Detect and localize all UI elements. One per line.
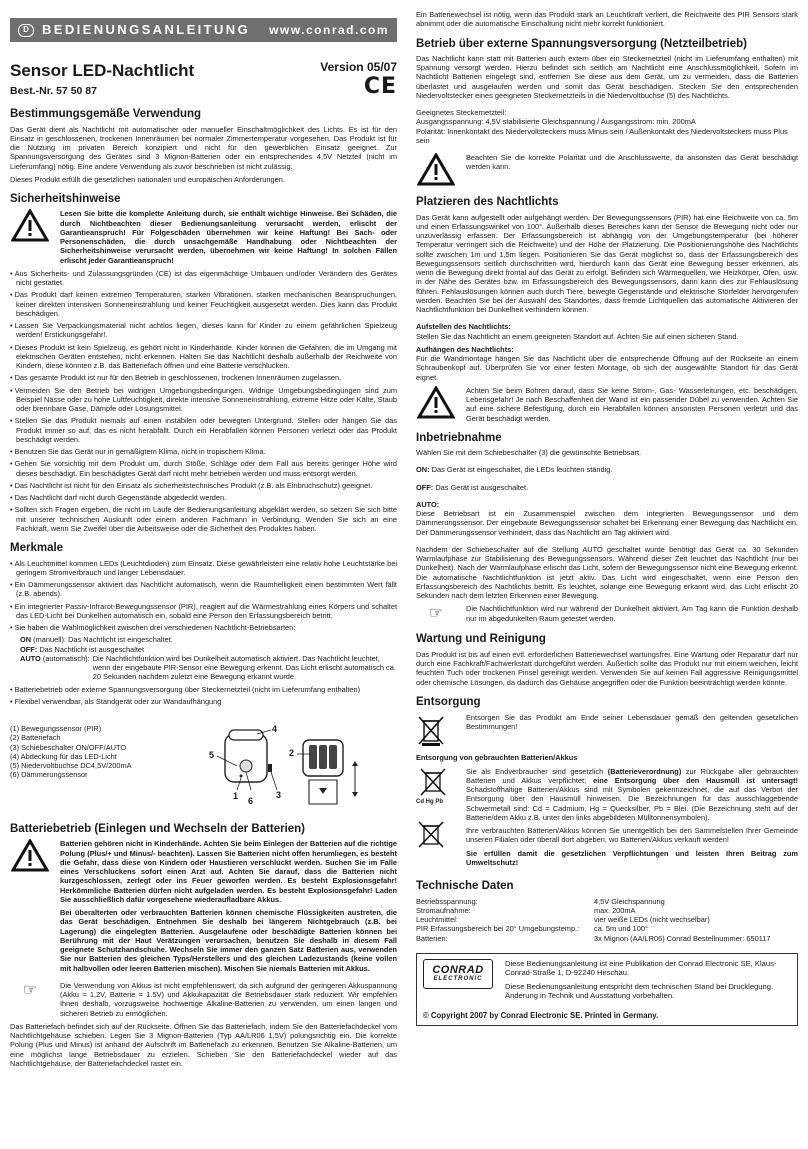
list-item: • Das Produkt darf keinen extremen Temperaturen, starken Vibrationen, starken mechanischen Beanspruchungen, keiner direkten intensiven Sonneneinstrahlung und keiner Feuchtigkeit ausgesetzt werden. Dies kann das Produkt beschädigen.	[10, 290, 397, 318]
stand-heading: Aufstellen des Nachtlichts:	[416, 322, 511, 332]
battery-warning-text: Batterien gehören nicht in Kinderhände. Achten Sie beim Einlegen der Batterien auf die richtige Polung (Plus/+ und Minus/- beachten). Lassen Sie Batterien nicht offen herumliegen, es besteht die Gefahr, dass diese von Kindern oder Haustieren verschluckt werden. Suchen Sie im Falle eines Verschluckens sofort einen Arzt auf. Achten Sie darauf, dass die Batterien nicht kurzgeschlossen, zerlegt oder ins Feuer geworfen werden. Es besteht Explosionsgefahr! Herkömmliche Batterien dürfen nicht aufgeladen werden. Es besteht Explosionsgefahr! Laden Sie ausschließlich dafür vorgesehene wiederaufladbare Akkus.	[60, 839, 397, 904]
heavy-metal-labels: Cd Hg Pb	[416, 798, 443, 805]
conrad-logo: CONRAD ELECTRONIC	[423, 959, 493, 989]
mode-row-auto: AUTO (automatisch): Die Nachtlichtfunktion wird bei Dunkelheit automatisch aktiviert. Das Nachtlicht leuchtet, wenn der eingebaute PIR-Sensor eine Bewegung erkennt. Das Licht erlischt automatisch ca. 20 Sekunden nachdem zuletzt eine Bewegung erkannt wurde.	[20, 653, 396, 682]
figure-label: 2	[289, 748, 295, 759]
battery-paragraph: Das Batteriefach befindet sich auf der Rückseite. Öffnen Sie das Batteriefach, indem Sie den Batteriefachdeckel vom Nachtlichtgehäuse schieben. Legen Sie 3 Mignon-Batterien (Typ AA/LR06 1,5V) polungsrichtig ein. Die korrekte Polung (Plus und Minus) ist anhand der Aufschrift im Batteriefach zu erkennen. Benutzen Sie Alkaline-Batterien, um eine möglichst lange Betriebsdauer zu erzielen. Schieben Sie den Batteriefachdeckel wieder auf das Nachtlichtgehäuse, der Batteriefachdeckel rastet ein.	[10, 1021, 397, 1068]
mode-off-line: OFF: Das Gerät ist ausgeschaltet.	[416, 482, 529, 492]
safety-warning	[10, 209, 397, 265]
safety-list	[10, 269, 397, 533]
features-list	[10, 559, 397, 633]
figure-label: 1	[233, 791, 239, 802]
use-paragraph-2: Dieses Produkt erfüllt die gesetzlichen nationalen und europäischen Anforderungen.	[10, 174, 285, 184]
list-item: • Stellen Sie das Produkt niemals auf einen instabilen oder bewegten Untergrund. Stellen oder hängen Sie das Produkt immer so auf, das es nicht herabfällt. Durch ein Herabfallen können Personen verletzt oder das Produkt beschädigt werden.	[10, 416, 397, 444]
version-label: Version 05/07	[320, 60, 397, 74]
list-item: • Das Nachtlicht ist nicht für den Einsatz als sicherheitstechnisches Produkt (z.B. als Einbruchschutz) geeignet.	[10, 481, 397, 490]
section-heading-maintenance: Wartung und Reinigung	[416, 633, 546, 646]
mode-row-off: OFF: Das Nachtlicht ist ausgeschaltet	[20, 644, 145, 654]
mode-list	[10, 635, 397, 681]
tech-data-table	[416, 897, 798, 943]
list-item: (5) Niedervoltbuchse DC4,5V/200mA	[10, 761, 132, 771]
list-item: (3) Schiebeschalter ON/OFF/AUTO	[10, 742, 127, 752]
list-item: • Benutzen Sie das Gerät nur in gemäßigtem Klima, nicht in tropischem Klima.	[10, 447, 397, 456]
figure-label: 5	[209, 750, 215, 761]
crossed-bin-icon	[416, 767, 450, 797]
section-heading-placement: Platzieren des Nachtlichts	[416, 196, 559, 209]
section-heading-use: Bestimmungsgemäße Verwendung	[10, 108, 202, 121]
header-title: BEDIENUNGSANLEITUNG	[42, 21, 251, 37]
section-heading-external-power: Betrieb über externe Spannungsversorgung (Netzteilbetrieb)	[416, 37, 748, 50]
publisher-footer	[416, 953, 798, 1027]
drilling-warning	[416, 386, 798, 423]
stand-paragraph: Stellen Sie das Nachtlicht an einem geeigneten Standort auf. Achten Sie auf einen sicheren Stand.	[416, 331, 739, 341]
battery-warning-text-2: Bei überalterten oder verbrauchten Batterien können chemische Flüssigkeiten austreten, die das Gerät beschädigen. Entnehmen Sie deshalb bei längerem Nichtgebrauch (z.B. bei Lagerung) die eingelegten Batterien. Ausgelaufene oder beschädigte Batterien können bei Berührung mit der Haut Verätzungen verursachen, benutzen Sie deshalb in diesem Fall geeignete Schutzhandschuhe. Wechseln Sie immer den ganzen Satz Batterien aus, verwenden Sie nur Batterien des gleichen Typs/Herstellers und des gleichen Ladezustands (keine vollen mit halbvollen oder leeren Batterien mischen). Mischen Sie niemals Batterien mit Akkus.	[60, 908, 397, 973]
list-item: • Batteriebetrieb oder externe Spannungsversorgung über Steckernetzteil (nicht im Lieferumfang enthalten)	[10, 685, 397, 694]
drilling-warning-text: Achten Sie beim Bohren darauf, dass Sie keine Strom-, Gas- Wasserleitungen, etc. beschädigen, Lebensgefahr! Je nach Beschaffenheit der Wand ist ein passender Dübel zu verwenden. Achten Sie auf eine sichere Befestigung, durch ein Herabfallen können ansonsten Personen verletzt und das Gerät beschädigt werden.	[466, 385, 798, 423]
battery-disposal-heading: Entsorgung von gebrauchten Batterien/Akkus	[416, 753, 578, 763]
section-heading-features: Merkmale	[10, 542, 64, 555]
auto-paragraph-2: Nachdem der Schiebeschalter auf die Stellung AUTO geschaltet wurde benötigt das Gerät ca. 30 Sekunden Warmlaufphase zur Stabilisierung des Bewegungssensors. Während dieser Zeit leuchtet das Nachtlicht (nur bei Dunkelheit). Nach der Warmlaufphase erlischt das Licht, sofern der Bewegungssensor nicht eine Bewegung erkennt. Die automatische Nachtlichtfunktion ist jetzt aktiv. Das Licht wird eingeschaltet, wenn eine Person den Erfassungsbereich des Nachtlichts betritt. Es leuchtet, solange eine Bewegung erkannt wird, das Licht erlischt 20 Sekunden nach dem letzten Erkennen einer Bewegung.	[416, 544, 798, 601]
parts-section	[10, 724, 397, 812]
features-list-2	[10, 685, 397, 707]
header-url: www.conrad.com	[269, 22, 389, 37]
parts-list	[10, 724, 185, 812]
table-row: Batterien: 3x Mignon (AA/LR06) Conrad Bestellnummer: 650117	[416, 933, 771, 943]
list-item: (4) Abdeckung für das LED-Licht	[10, 751, 117, 761]
list-item: • Sie haben die Wahlmöglichkeit zwischen drei verschiedenen Nachtlicht-Betriebsarten:	[10, 623, 397, 632]
battery-change-paragraph: Ein Batteriewechsel ist nötig, wenn das Produkt stark an Leuchtkraft verliert, die Reichweite des PIR Sensors stark abnimmt oder die automatische Einschaltung nicht mehr korrekt funktioniert.	[416, 10, 798, 29]
crossed-bin-icon	[416, 713, 456, 749]
auto-paragraph: Diese Betriebsart ist ein Zusammenspiel zwischen dem integrierten Bewegungssensor und dem Dämmerungssensor. Der eingebaute Bewegungssensor schaltet bei Erkennung einer Bewegung das Nachtlicht ein. Der Dämmerungssensor verhindert, dass das Nachtlicht am Tag aktiviert wird.	[416, 509, 798, 537]
section-heading-operation: Inbetriebnahme	[416, 431, 502, 444]
hang-heading: Aufhängen des Nachtlichts:	[416, 344, 514, 354]
list-item: • Gehen Sie vorsichtig mit dem Produkt um, durch Stöße, Schläge oder dem Fall aus bereits geringer Höhe wird dieses beschädigt. Ein beschädigtes Gerät darf nicht mehr betrieben werden und muss entsorgt werden.	[10, 459, 397, 478]
mode-auto-heading: AUTO:	[416, 499, 440, 509]
auto-note-text: Die Nachtlichtfunktion wird nur während der Dunkelheit aktiviert. Am Tag kann die Funktion deshalb nur im abgedunkelten Raum getestet werden.	[466, 604, 798, 623]
battery-disposal-paragraph: Sie als Endverbraucher sind gesetzlich (Batterieverordnung) zur Rückgabe aller gebrauchten Batterien und Akkus verpflichtet; eine Entsorgung über den Hausmüll ist untersagt! Schadstoffhaltige Batterien/Akkus sind mit Symbolen gekennzeichnet, die auf das Verbot der Entsorgung über den Hausmüll hinweisen. Die Bezeichnungen für das ausschlaggebende Schwermetall sind: Cd = Cadmium, Hg = Quecksilber, Pb = Blei. (Die Bezeichnung steht auf der Batterie/dem Akku z.B. unter den links abgebildeten Mülltonnensymbolen).	[466, 766, 798, 822]
figure-label: 4	[272, 724, 278, 735]
adapter-spec-line: Ausgangsspannung: 4,5V stabilisierte Gleichspannung / Ausgangsstrom: min. 200mA	[416, 117, 696, 127]
crossed-bin-icon	[416, 820, 446, 848]
list-item: • Dieses Produkt ist kein Spielzeug, es gehört nicht in Kinderhände. Kinder können die Gefahren, die im Umgang mit elektrischen Geräten entstehen, nicht erkennen. Halten Sie das Nachtlicht deshalb außerhalb der Reichweite von Kindern, diese könnten z.B. das Batteriefach öffnen und eine Batterie verschlucken.	[10, 343, 397, 371]
pointing-hand-icon: ☞	[428, 605, 444, 623]
warning-triangle-icon	[416, 386, 456, 420]
list-item: • Aus Sicherheits- und Zulassungsgründen (CE) ist das eigenmächtige Umbauen und/oder Verändern des Gerätes nicht gestattet.	[10, 269, 397, 288]
warning-triangle-icon	[10, 839, 50, 873]
use-paragraph: Das Gerät dient als Nachtlicht mit automatischer oder manueller Einschaltmöglichkeit des Lichts. Es ist für den Einsatz in geschlossenen, trockenen Innenräumen bei normaler Zimmertemperatur vorgesehen. Das Produkt ist für die Nutzung im privaten Bereich konzipiert und nicht für den gewerblichen Einsatz geeignet. Zur Spannungsversorgung des Gerätes sind 3 Mignon-Batterien oder ein entsprechendes 4,5V Netzteil (nicht im Lieferumfang) nötig. Eine andere Verwendung als zuvor beschrieben ist nicht zulässig.	[10, 124, 397, 171]
section-heading-battery: Batteriebetrieb (Einlegen und Wechseln der Batterien)	[10, 823, 306, 836]
pointing-hand-icon: ☞	[22, 981, 38, 999]
doc-title: Sensor LED-Nachtlicht	[10, 61, 195, 80]
section-heading-tech-data: Technische Daten	[416, 880, 514, 893]
mode-row-on: ON (manuell): Das Nachtlicht ist eingeschaltet.	[20, 635, 173, 645]
auto-note	[416, 604, 798, 624]
list-item: • Lassen Sie Verpackungsmaterial nicht achtlos liegen, dieses kann für Kinder zu einem gefährlichen Spielzeug werden! Erstickungsgefahr!.	[10, 321, 397, 340]
list-item: • Flexibel verwendbar, als Standgerät oder zur Wandaufhängung	[10, 697, 397, 706]
list-item: • Vermeiden Sie den Betrieb bei widrigen Umgebungsbedingungen. Widrige Umgebungsbedingungen sind zum Beispiel Nässe oder zu hohe Luftfeuchtigkeit, direkte intensive Sonneneinstrahlung, extreme Hitze oder Kälte, Staub oder brennbare Gase, Dämpfe oder Lösungsmittel.	[10, 386, 397, 414]
polarity-warning-text: Beachten Sie die korrekte Polarität und die Anschlusswerte, da ansonsten das Gerät beschädigt werden kann.	[466, 153, 798, 172]
disposal-block	[416, 713, 798, 749]
battery-warning	[10, 839, 397, 977]
battery-note	[10, 981, 397, 1018]
table-row: PIR Erfassungsbereich bei 20° Umgebungstemp.: ca. 5m und 100°	[416, 924, 648, 934]
left-column	[10, 0, 397, 1149]
language-badge: D	[18, 24, 34, 37]
header-bar	[10, 18, 397, 42]
battery-bin-icons	[416, 767, 456, 872]
list-item: (1) Bewegungssensor (PIR)	[10, 724, 102, 734]
battery-disposal-paragraph-2: Ihre verbrauchten Batterien/Akkus können Sie unentgeltlich bei den Sammelstellen Ihrer Gemeinde unseren Filialen oder überall dort abgeben, wo Batterien/Akkus verkauft werden!	[466, 826, 798, 845]
adapter-spec-heading: Geeignetes Steckernetzteil:	[416, 108, 507, 118]
hang-paragraph: Für die Wandmontage hängen Sie das Nachtlicht über die entsprechende Öffnung auf der Rückseite an einem Schraubenkopf auf. Überprüfen Sie vor einer festen Montage, ob sich der ausgewählte Standort für das Gerät eignet.	[416, 354, 798, 382]
battery-note-text: Die Verwendung von Akkus ist nicht empfehlenswert, da sich aufgrund der geringeren Akkuspannung (Akku = 1,2V, Batterie = 1.5V) und Akkukapazität die Betriebsdauer stark reduziert. Wir empfehlen Ihnen deshalb, vorzugsweise hochwertige Alkaline-Batterien zu verwenden, um einen langen und sicheren Betrieb zu ermöglichen.	[60, 980, 397, 1018]
figure-label: 6	[248, 796, 254, 807]
order-number: Best.-Nr. 57 50 87	[10, 85, 97, 98]
section-heading-safety: Sicherheitshinweise	[10, 193, 121, 206]
external-power-paragraph: Das Nachtlicht kann statt mit Batterien auch extern über ein Steckernetzteil (nicht im Lieferumfang enthalten) mit Spannung versorgt werden. Hierzu befindet sich seitlich am Nachtlicht eine Anschlussmöglichkeit. Sofern im Nachtlicht Batterien eingelegt sind, entfernen Sie diese aus dem Gerät, um zu vermeiden, dass die Batterien überlastet und ausgelaufen werden und somit das Gerät beschädigen. Stecken Sie den entsprechenden Niedervoltstecker eines geeigneten Steckernetzteils in die Niedervoltbuchse (5) des Nachtlichts.	[416, 53, 798, 100]
safety-warning-text: Lesen Sie bitte die komplette Anleitung durch, sie enthält wichtige Hinweise. Bei Schäden, die durch Nichtbeachten dieser Bedienungsanleitung verursacht werden, erlischt der Garantieanspruch! Für Folgeschäden übernehmen wir keine Haftung! Bei Sach- oder Personenschäden, die durch unsachgemäße Handhabung oder Nichtbeachten der Sicherheitshinweise verursacht werden, übernehmen wir keine Haftung! In solchen Fällen erlischt jeder Garantieanspruch!	[60, 209, 397, 265]
footer-disclaimer-text: Diese Bedienungsanleitung entspricht dem technischen Stand bei Drucklegung. Änderung in Technik und Ausstattung vorbehalten.	[505, 981, 774, 1001]
footer-publisher-text: Diese Bedienungsanleitung ist eine Publikation der Conrad Electronic SE, Klaus-Conrad-Straße 1, D-92240 Hirschau.	[505, 958, 777, 978]
operation-paragraph: Wählen Sie mit dem Schiebeschalter (3) die gewünschte Betriebsart.	[416, 448, 642, 458]
list-item: • Ein integrierter Passiv-Infrarot-Bewegungssensor (PIR), reagiert auf die Wärmestrahlung eines Körpers und schaltet das LED-Licht bei Dunkelheit automatisch ein, sobald eine Person den Erfassungsbereich betritt.	[10, 602, 397, 621]
table-row: Leuchtmittel: vier weiße LEDs (nicht wechselbar)	[416, 915, 710, 924]
list-item: (2) Batteriefach	[10, 733, 61, 743]
list-item: • Sollten sich Fragen ergeben, die nicht im Laufe der Bedienungsanleitung abgeklärt werden, so setzen Sie sich bitte mit unserer technischen Auskunft oder einem anderen Fachmann in Verbindung. Wenden Sie sich an eine Fachkraft, wenn Sie Zweifel über die Arbeitsweise oder die Sicherheit des Produktes haben.	[10, 505, 397, 533]
maintenance-paragraph: Das Produkt ist bis auf einen evtl. erforderlichen Batteriewechsel wartungsfrei. Eine Wartung oder Reparatur darf nur durch eine Fachkraft/Fachwerkstatt durchgeführt werden. Äußerlich sollte das Produkt nur mit einem weichen, leicht feuchten Tuch oder trockenen Pinsel gereinigt werden. Verwenden Sie auf keinen Fall aggressive Reinigungsmittel oder chemische Lösungen, da dadurch das Gehäuse angegriffen oder die Funktion beeinträchtigt werden könnte.	[416, 649, 798, 687]
warning-triangle-icon	[10, 209, 50, 243]
disposal-text: Entsorgen Sie das Produkt am Ende seiner Lebensdauer gemäß den geltenden gesetzlichen Bestimmungen!	[466, 713, 798, 732]
figure-label: 3	[276, 790, 282, 801]
list-item: • Das gesamte Produkt ist nur für den Betrieb in geschlossenen, trockenen Innenräumen zugelassen.	[10, 373, 397, 382]
polarity-warning	[416, 153, 798, 187]
battery-disposal-block	[416, 767, 798, 872]
copyright-line: © Copyright 2007 by Conrad Electronic SE. Printed in Germany.	[423, 1010, 659, 1020]
battery-disposal-paragraph-3: Sie erfüllen damit die gesetzlichen Verpflichtungen und leisten Ihren Beitrag zum Umweltschutz!	[466, 848, 798, 867]
warning-triangle-icon	[416, 153, 456, 187]
table-row: Betriebsspannung: 4,5V Gleichspannung	[416, 896, 665, 906]
ce-mark-icon: CE	[363, 74, 397, 99]
list-item: • Als Leuchtmittel kommen LEDs (Leuchtdioden) zum Einsatz. Diese gewährleisten eine relativ hohe Leuchtstärke bei geringem Stromverbrauch und langer Lebensdauer.	[10, 559, 397, 578]
placement-paragraph: Das Gerät kann aufgestellt oder aufgehängt werden. Der Bewegungssensors (PIR) hat eine Reichweite von ca. 5m und einen Erfassungswinkel von 100°. Außerhalb dieses Bereiches kann der Sensor die Bewegung nicht oder nur unzuverlässig erfassen. Der Erfassungsbereich ist abhängig von der Umgebungstemperatur (bei höherer Temperatur verringert sich die Reichweite) und der Höhe der Platzierung. Die Positionierungshöhe des Nachtlichts sollte zwischen 1m und 1,5m liegen. Positionieren Sie das Gerät möglichst so, dass der Erfassungsbereich des Bewegungssensors seitlich durchschritten wird, hierdurch kann das Gerät eine Bewegung besser erkennen, als wenn die Bewegung direkt frontal auf das Gerät zu erfolgt. Befinden sich Wärmequellen, wie Heizkörper, Öfen, usw. in der Nähe des Gerätes bzw. im Erfassungsbereich des Bewegungssensors, dann kann dies zur Fehlauslösung führen. Fehlauslösungen können auch durch Tiere, bewegte Gegenstände und elektrische Störfelder hervorgerufen werden. Beachten Sie bei der Auswahl des Standortes, dass fremde Lichtquellen das automatische Aktivieren der Nachtlichtfunktion bei Dunkelheit verhindern können.	[416, 212, 798, 314]
device-illustration	[185, 724, 385, 812]
title-row	[10, 60, 397, 99]
device-figure	[185, 724, 397, 812]
list-item: • Ein Dämmerungssensor aktiviert das Nachtlicht automatisch, wenn die Raumhelligkeit einen bestimmten Wert fällt (z.B. abends).	[10, 580, 397, 599]
section-heading-disposal: Entsorgung	[416, 695, 481, 708]
adapter-spec-line: Polarität: Innenkontakt des Niedervoltsteckers muss Minus sein / Außenkontakt des Niedervoltsteckers muss Plus sein	[416, 126, 788, 145]
right-column	[416, 0, 798, 1149]
list-item: • Das Nachtlicht darf nicht durch Gegenstände abgedeckt werden.	[10, 493, 397, 502]
table-row: Stromaufnahme: max. 200mA	[416, 905, 636, 915]
mode-on-line: ON: Das Gerät ist eingeschaltet, die LEDs leuchten ständig.	[416, 465, 613, 475]
list-item: (6) Dämmerungssensor	[10, 770, 88, 780]
